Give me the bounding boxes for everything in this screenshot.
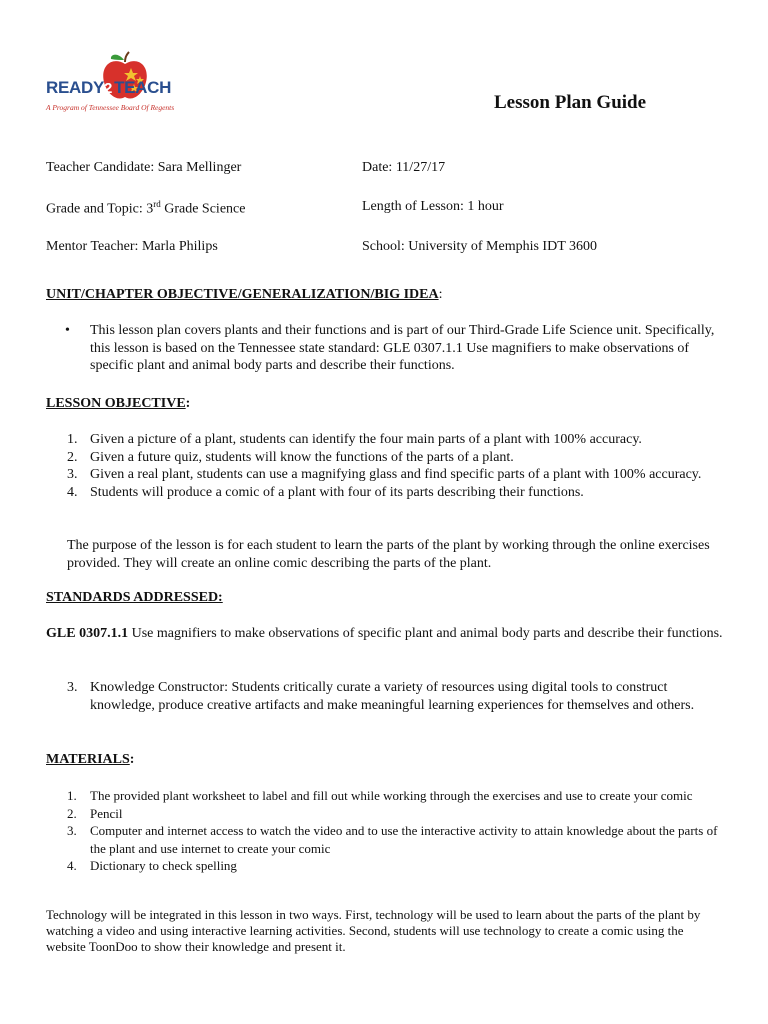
list-item: [46, 431, 722, 449]
technology-paragraph: Technology will be integrated in this lesson in two ways. First, technology will be used to learn about the parts of the plant by watching a video and using interactive learning activities. Second, students will use technology to create a comic using the website ToonDoo to show their knowledge and present it.: [46, 907, 701, 954]
materials-colon: :: [129, 752, 135, 767]
list-text: Students will produce a comic of a plant with four of its parts describing their functions.: [90, 484, 584, 500]
materials-heading-text: MATERIALS: [46, 752, 130, 767]
grade-ordinal-suffix: rd: [153, 199, 161, 209]
lesson-length: Length of Lesson: 1 hour: [362, 199, 504, 214]
list-number: 4.: [67, 858, 77, 873]
list-item: [46, 449, 722, 467]
list-item: • This lesson plan covers plants and their functions and is part of our Third-Grade Life Science unit. Specifically, this lesson is based on the Tennessee state standard: GLE 0307.1.1 Use magnifiers to make observations of specific plant and animal body parts and describe their functions.: [46, 322, 726, 375]
list-text: Dictionary to check spelling: [90, 858, 237, 873]
gle-standard-paragraph: [46, 625, 726, 643]
logo-tagline: A Program of Tennessee Board Of Regents: [46, 103, 175, 112]
grade-topic-suffix: Grade Science: [160, 201, 246, 217]
materials-heading: [46, 752, 134, 768]
logo-two: 2: [104, 80, 113, 97]
list-number: 2.: [67, 805, 77, 821]
list-text: Given a future quiz, students will know the functions of the parts of a plant.: [90, 449, 514, 465]
standards-list: [46, 679, 722, 714]
list-text: Given a picture of a plant, students can identify the four main parts of a plant with 100% accuracy.: [90, 432, 642, 447]
mentor-teacher: Mentor Teacher: Marla Philips: [46, 239, 218, 254]
lesson-date: Date: 11/27/17: [362, 160, 446, 175]
list-item: [46, 484, 722, 502]
unit-objective-colon: :: [438, 287, 443, 302]
unit-objective-list: [46, 322, 726, 375]
lesson-purpose-paragraph: The purpose of the lesson is for each student to learn the parts of the plant by working through the online exercises provided. They will create an online comic describing the parts of the plant.: [67, 538, 710, 571]
standards-heading-text: STANDARDS ADDRESSED:: [46, 590, 223, 605]
list-item: [46, 805, 722, 823]
logo-wordmark: [46, 78, 171, 98]
list-item: [46, 679, 722, 714]
lesson-objective-list: [46, 431, 722, 501]
lesson-objective-heading: [46, 396, 190, 412]
list-number: 3.: [67, 823, 77, 838]
list-number: 1.: [67, 432, 78, 447]
unit-objective-heading: [46, 287, 443, 303]
teacher-candidate: Teacher Candidate: Sara Mellinger: [46, 160, 242, 175]
materials-list: [46, 787, 722, 875]
list-text: Given a real plant, students can use a magnifying glass and find specific parts of a plant with 100% accuracy.: [90, 467, 702, 482]
list-text: Pencil: [90, 805, 123, 821]
gle-standard-code: GLE 0307.1.1: [46, 626, 129, 641]
ready2teach-logo: [44, 44, 194, 116]
logo-ready: READY: [46, 78, 105, 97]
gle-standard-text: Use magnifiers to make observations of specific plant and animal body parts and describe their functions.: [128, 626, 723, 641]
list-text: Computer and internet access to watch the video and to use the interactive activity to attain knowledge about the parts of the plant and use internet to create your comic: [90, 823, 718, 856]
list-item: [46, 857, 722, 875]
logo-teach: TEACH: [114, 78, 172, 97]
list-item: [46, 822, 722, 857]
list-item: [46, 466, 722, 484]
list-number: 3.: [67, 680, 78, 695]
list-number: 1.: [67, 788, 77, 803]
list-item: [46, 787, 722, 805]
list-number: 4.: [67, 484, 78, 500]
list-text: Knowledge Constructor: Students critically curate a variety of resources using digital tools to construct knowledge, produce creative artifacts and make meaningful learning experiences for themselves and others.: [90, 680, 695, 713]
lesson-objective-colon: :: [185, 396, 191, 411]
list-text: The provided plant worksheet to label and fill out while working through the exercises and use to create your comic: [90, 788, 693, 803]
list-number: 3.: [67, 467, 78, 482]
page-title: Lesson Plan Guide: [494, 92, 647, 113]
school: School: University of Memphis IDT 3600: [362, 239, 598, 254]
list-number: 2.: [67, 449, 78, 465]
standards-heading: [46, 590, 223, 606]
unit-objective-heading-text: UNIT/CHAPTER OBJECTIVE/GENERALIZATION/BIG IDEA: [46, 287, 439, 302]
grade-topic: [46, 199, 245, 218]
lesson-objective-heading-text: LESSON OBJECTIVE: [46, 396, 186, 411]
grade-topic-prefix: Grade and Topic: 3: [46, 201, 154, 217]
